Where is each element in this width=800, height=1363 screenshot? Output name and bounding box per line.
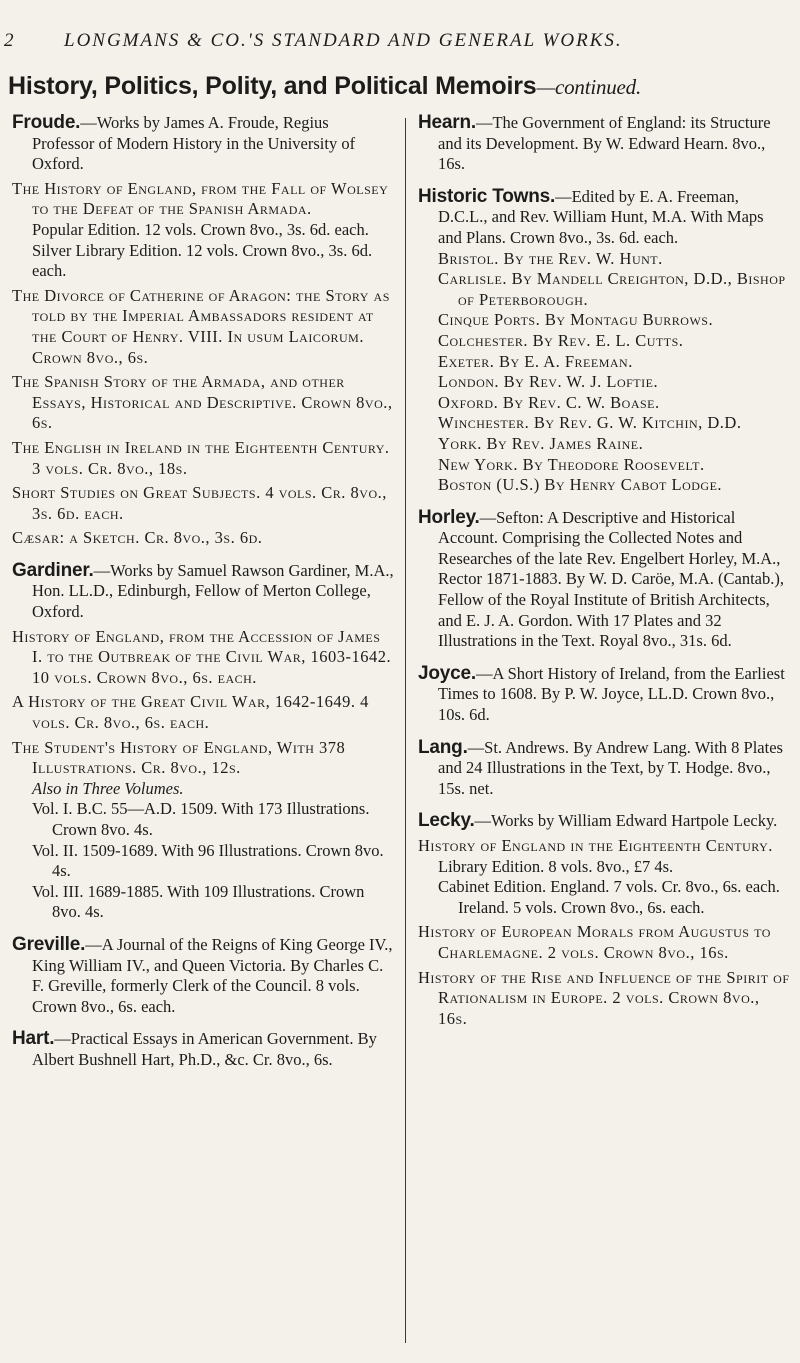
work-title: The English in Ireland in the Eighteenth Century. 3 vols. Cr. 8vo., 18s. bbox=[12, 437, 390, 478]
author-name: Horley. bbox=[418, 506, 480, 528]
author-name: Lang. bbox=[418, 736, 468, 758]
work-title: History of England in the Eighteenth Century. bbox=[418, 836, 773, 855]
author-intro: —Sefton: A Descriptive and Historical Account. Comprising the Collected Notes and Researches of the late Rev. Engelbert Horley, M.A., Rector 1871-1883. By W. D. Caröe, M.A. (Cantab.), Fellow of the Royal Institute of British Architects, and E. J. A. Gordon. With 17 Plates and 32 Illustrations in the Text. Royal 8vo., 31s. 6d. bbox=[438, 507, 784, 651]
section-heading bbox=[8, 72, 798, 101]
edition-line: Silver Library Edition. 12 vols. Crown 8vo., 3s. 6d. each. bbox=[32, 240, 373, 281]
entry-froude bbox=[12, 113, 395, 549]
entry-historic-towns bbox=[418, 187, 790, 496]
author-name: Gardiner. bbox=[12, 559, 94, 581]
work-title: History of European Morals from Augustus to Charlemagne. 2 vols. Crown 8vo., 16s. bbox=[418, 922, 771, 962]
town-item: Exeter. By E. A. Freeman. bbox=[438, 351, 633, 371]
left-column bbox=[12, 113, 395, 1083]
edition-line: Popular Edition. 12 vols. Crown 8vo., 3s. 6d. each. bbox=[32, 219, 369, 239]
column-divider bbox=[405, 118, 406, 1343]
work-item bbox=[12, 483, 395, 524]
author-name: Lecky. bbox=[418, 810, 475, 832]
work-item bbox=[418, 922, 790, 963]
entry-horley bbox=[418, 508, 790, 652]
also-note: Also in Three Volumes. bbox=[32, 778, 184, 798]
entry-joyce bbox=[418, 664, 790, 726]
author-intro: —Edited by E. A. Freeman, D.C.L., and Rev. William Hunt, M.A. With Maps and Plans. Crown 8vo., 3s. 6d. each. bbox=[438, 186, 764, 247]
author-name: Hart. bbox=[12, 1028, 55, 1050]
town-item: Boston (U.S.) By Henry Cabot Lodge. bbox=[438, 475, 723, 495]
work-item bbox=[12, 738, 395, 779]
volume-line: Vol. II. 1509-1689. With 96 Illustrations. Crown 8vo. 4s. bbox=[32, 840, 384, 881]
work-item bbox=[12, 438, 395, 479]
author-intro: —Practical Essays in American Government. By Albert Bushnell Hart, Ph.D., &c. Cr. 8vo., 6s. bbox=[32, 1029, 377, 1069]
edition-line: Cabinet Edition. England. 7 vols. Cr. 8vo., 6s. each. Ireland. 5 vols. Crown 8vo., 6s. each. bbox=[438, 877, 780, 917]
work-title: The Divorce of Catherine of Aragon: the Story as told by the Imperial Ambassadors resident at the Court of Henry. VIII. In usum Laicorum. Crown 8vo., 6s. bbox=[12, 285, 390, 367]
author-name: Greville. bbox=[12, 933, 86, 955]
entry-lang bbox=[418, 738, 790, 800]
work-title: Cæsar: a Sketch. Cr. 8vo., 3s. 6d. bbox=[12, 528, 263, 548]
page-number: 2 bbox=[4, 30, 16, 51]
work-title: The History of England, from the Fall of Wolsey to the Defeat of the Spanish Armada. bbox=[12, 178, 389, 219]
author-name: Historic Towns. bbox=[418, 185, 556, 207]
work-title: History of the Rise and Influence of the Spirit of Rationalism in Europe. 2 vols. Crown 8vo., 16s. bbox=[418, 967, 790, 1028]
town-item: Cinque Ports. By Montagu Burrows. bbox=[438, 310, 714, 330]
town-item: Carlisle. By Mandell Creighton, D.D., Bishop of Peterborough. bbox=[438, 269, 786, 309]
author-intro: —Works by William Edward Hartpole Lecky. bbox=[474, 811, 778, 831]
entry-hart bbox=[12, 1029, 395, 1070]
work-title: History of England, from the Accession of James I. to the Outbreak of the Civil War, 1603-1642. 10 vols. Crown 8vo., 6s. each. bbox=[12, 626, 392, 687]
right-column bbox=[418, 113, 790, 1041]
running-title: LONGMANS & CO.'S STANDARD AND GENERAL WORKS. bbox=[64, 30, 623, 51]
work-item bbox=[12, 627, 395, 689]
work-item bbox=[12, 179, 395, 282]
entry-gardiner bbox=[12, 561, 395, 923]
town-item: Oxford. By Rev. C. W. Boase. bbox=[438, 392, 660, 412]
town-item: New York. By Theodore Roosevelt. bbox=[438, 454, 705, 474]
work-item bbox=[12, 372, 395, 434]
entry-greville bbox=[12, 935, 395, 1017]
author-intro: —A Journal of the Reigns of King George IV., King William IV., and Queen Victoria. By Charles C. F. Greville, formerly Clerk of the Council. 8 vols. Crown 8vo., 6s. each. bbox=[32, 934, 393, 1016]
work-item bbox=[12, 692, 395, 733]
work-item bbox=[418, 968, 790, 1030]
section-continued: —continued. bbox=[536, 75, 642, 99]
entry-lecky bbox=[418, 811, 790, 1029]
town-item: Winchester. By Rev. G. W. Kitchin, D.D. bbox=[438, 413, 742, 433]
author-intro: —St. Andrews. By Andrew Lang. With 8 Plates and 24 Illustrations in the Text, by T. Hodge. 8vo., 15s. net. bbox=[438, 737, 783, 798]
work-title: Short Studies on Great Subjects. 4 vols. Cr. 8vo., 3s. 6d. each. bbox=[12, 483, 387, 523]
author-intro: —Works by Samuel Rawson Gardiner, M.A., Hon. LL.D., Edinburgh, Fellow of Merton College, Oxford. bbox=[32, 560, 394, 622]
work-title: The Spanish Story of the Armada, and other Essays, Historical and Descriptive. Crown 8vo., 6s. bbox=[12, 372, 393, 433]
volume-line: Vol. I. B.C. 55—A.D. 1509. With 173 Illustrations. Crown 8vo. 4s. bbox=[32, 799, 370, 839]
town-item: Colchester. By Rev. E. L. Cutts. bbox=[438, 330, 684, 350]
author-intro: —The Government of England: its Structure and its Development. By W. Edward Hearn. 8vo., 16s. bbox=[438, 113, 771, 174]
author-name: Froude. bbox=[12, 112, 81, 133]
work-item bbox=[418, 836, 790, 918]
work-item bbox=[12, 286, 395, 368]
town-item: London. By Rev. W. J. Loftie. bbox=[438, 372, 659, 392]
author-intro: —A Short History of Ireland, from the Earliest Times to 1608. By P. W. Joyce, LL.D. Crown 8vo., 10s. 6d. bbox=[438, 663, 785, 725]
work-title: A History of the Great Civil War, 1642-1649. 4 vols. Cr. 8vo., 6s. each. bbox=[12, 692, 369, 733]
author-name: Joyce. bbox=[418, 662, 476, 684]
entry-hearn bbox=[418, 113, 790, 175]
volume-line: Vol. III. 1689-1885. With 109 Illustrations. Crown 8vo. 4s. bbox=[32, 881, 365, 922]
section-title: History, Politics, Polity, and Political Memoirs bbox=[8, 72, 537, 100]
town-item: Bristol. By the Rev. W. Hunt. bbox=[438, 248, 663, 268]
edition-line: Library Edition. 8 vols. 8vo., £7 4s. bbox=[438, 856, 674, 876]
town-item: York. By Rev. James Raine. bbox=[438, 433, 644, 453]
author-intro: —Works by James A. Froude, Regius Professor of Modern History in the University of Oxford. bbox=[32, 113, 356, 174]
work-title: The Student's History of England, With 378 Illustrations. Cr. 8vo., 12s. bbox=[12, 737, 346, 778]
work-item bbox=[12, 528, 395, 549]
author-name: Hearn. bbox=[418, 112, 476, 133]
